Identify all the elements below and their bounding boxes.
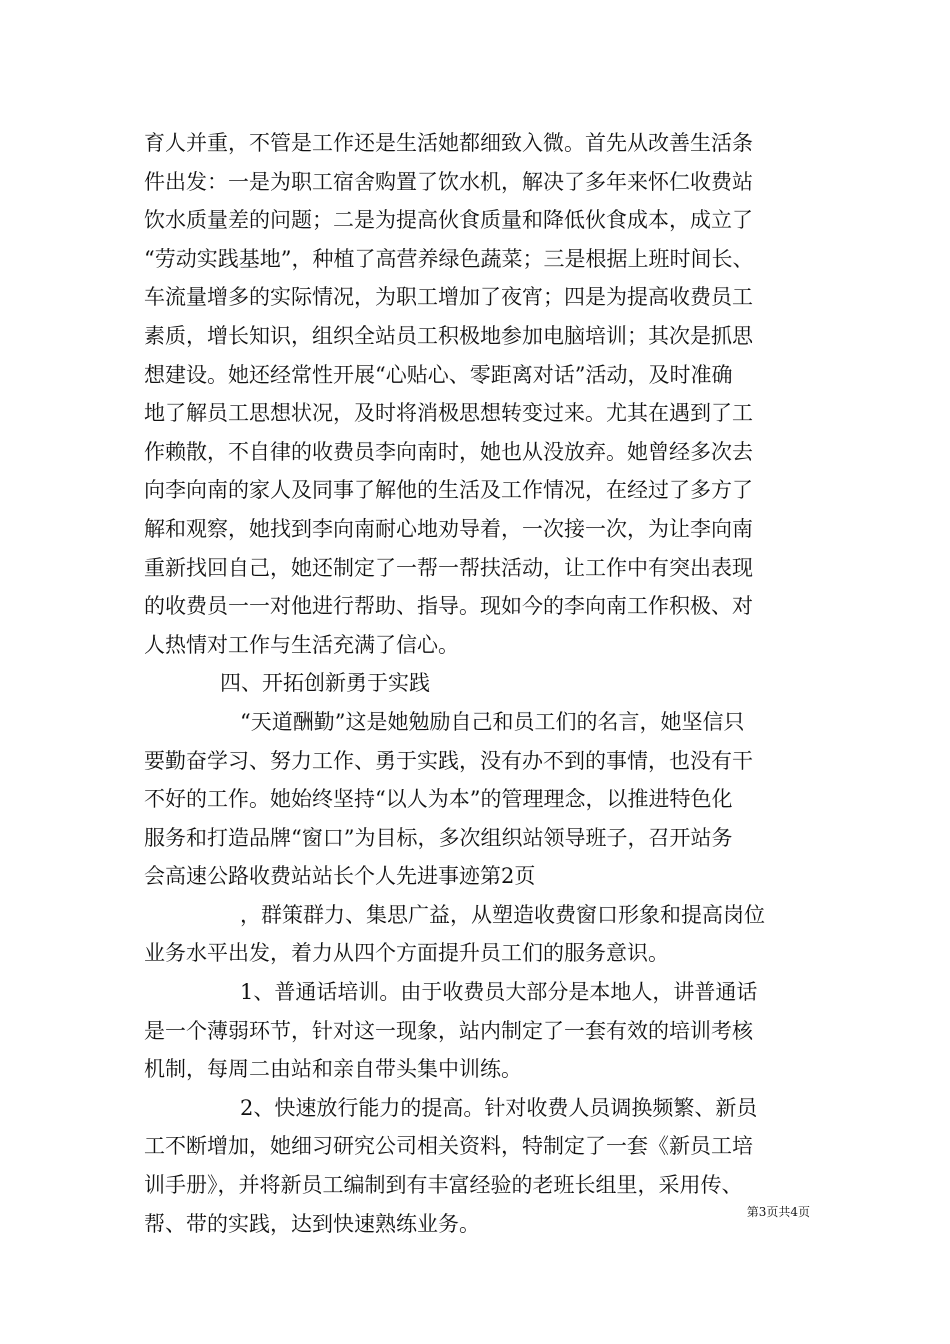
text-line: 育人并重，不管是工作还是生活她都细致入微。首先从改善生活条 <box>144 131 753 155</box>
item-2-line: 帮、带的实践，达到快速熟练业务。 <box>144 1211 480 1236</box>
item-2-line: 2、快速放行能力的提高。针对收费人员调换频繁、新员 <box>240 1095 758 1120</box>
text-line: 想建设。她还经常性开展“心贴心、零距离对话”活动，及时准确 <box>144 362 733 387</box>
text-line: 作赖散，不自律的收费员李向南时，她也从没放弃。她曾经多次去 <box>144 439 753 464</box>
text-line: 的收费员一一对他进行帮助、指导。现如今的李向南工作积极、对 <box>144 594 753 619</box>
item-2-line: 训手册》，并将新员工编制到有丰富经验的老班长组里，采用传、 <box>144 1173 743 1198</box>
text-line: “劳动实践基地”，种植了高营养绿色蔬菜；三是根据上班时间长、 <box>144 246 754 271</box>
text-line: 向李向南的家人及同事了解他的生活及工作情况，在经过了多方了 <box>144 478 753 503</box>
item-1-line: 机制，每周二由站和亲自带头集中训练。 <box>144 1057 522 1082</box>
text-line: 车流量增多的实际情况，为职工增加了夜宵；四是为提高收费员工 <box>144 285 753 310</box>
body-text <box>144 124 808 1243</box>
page-number: 第3页共4页 <box>746 1205 810 1219</box>
text-line: 件出发：一是为职工宿舍购置了饮水机，解决了多年来怀仁收费站 <box>144 169 753 194</box>
text-line: 人热情对工作与生活充满了信心。 <box>144 632 459 657</box>
paragraph-motto-line: 会高速公路收费站站长个人先进事迹第2页 <box>144 864 536 889</box>
paragraph-cont-line: ，群策群力、集思广益，从塑造收费窗口形象和提高岗位 <box>240 902 765 927</box>
item-2-line: 工不断增加，她细习研究公司相关资料，特制定了一套《新员工培 <box>144 1134 753 1159</box>
paragraph-motto-line: “天道酬勤”这是她勉励自己和员工们的名言，她坚信只 <box>240 709 745 734</box>
paragraph-motto-line: 要勤奋学习、努力工作、勇于实践，没有办不到的事情，也没有干 <box>144 748 753 773</box>
text-line: 解和观察，她找到李向南耐心地劝导着，一次接一次，为让李向南 <box>144 516 753 541</box>
text-line: 素质，增长知识，组织全站员工积极地参加电脑培训；其次是抓思 <box>144 323 753 348</box>
section-heading-4: 四、开拓创新勇于实践 <box>220 671 430 696</box>
paragraph-motto-line: 服务和打造品牌“窗口”为目标，多次组织站领导班子，召开站务 <box>144 825 733 850</box>
item-1-line: 是一个薄弱环节，针对这一现象，站内制定了一套有效的培训考核 <box>144 1018 753 1043</box>
text-line: 重新找回自己，她还制定了一帮一帮扶活动，让工作中有突出表现 <box>144 555 753 580</box>
paragraph-cont-line: 业务水平出发，着力从四个方面提升员工们的服务意识。 <box>144 941 669 966</box>
text-line: 地了解员工思想状况，及时将消极思想转变过来。尤其在遇到了工 <box>144 401 753 426</box>
paragraph-motto-line: 不好的工作。她始终坚持“以人为本”的管理理念，以推进特色化 <box>144 787 733 812</box>
item-1-line: 1、普通话培训。由于收费员大部分是本地人，讲普通话 <box>240 980 758 1005</box>
text-line: 饮水质量差的问题；二是为提高伙食质量和降低伙食成本，成立了 <box>144 208 753 233</box>
